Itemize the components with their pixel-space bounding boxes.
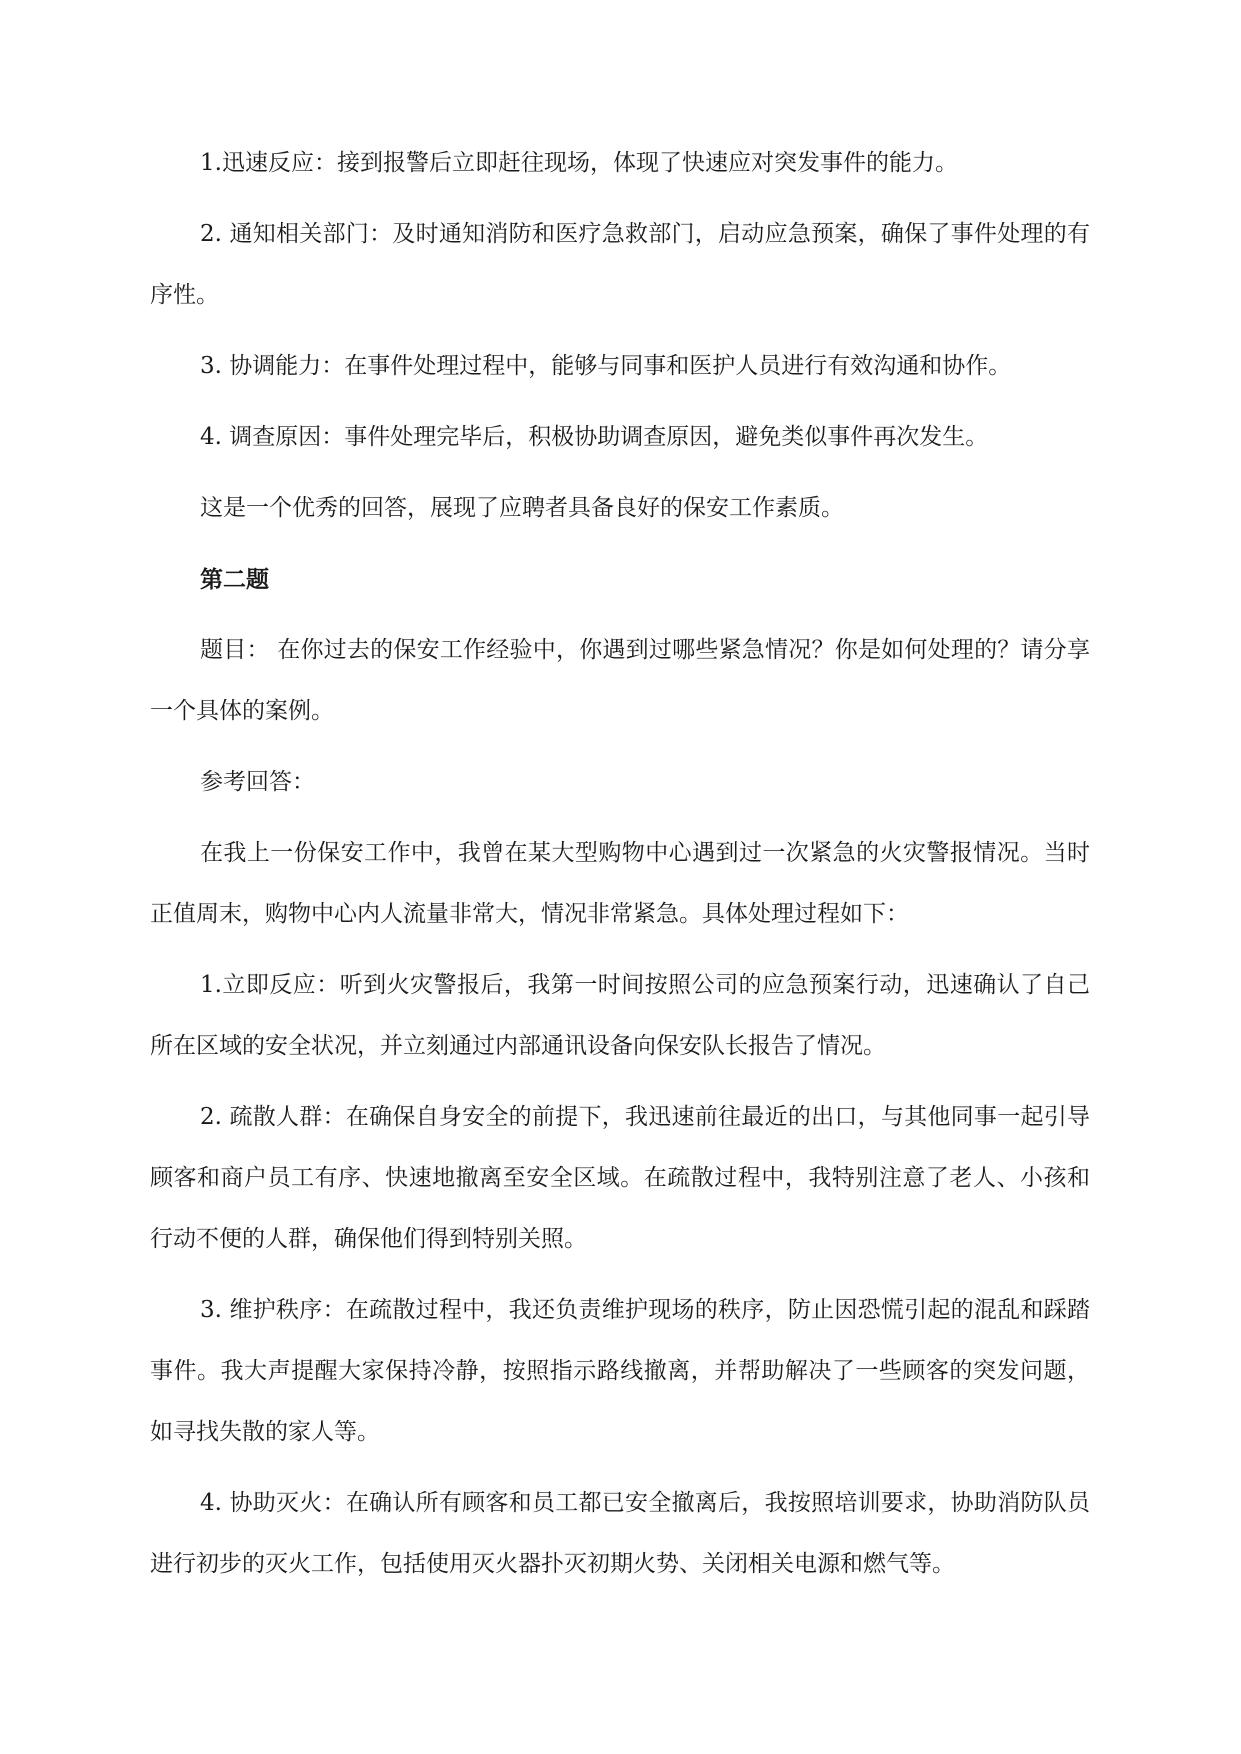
paragraph-question-prompt: 题目： 在你过去的保安工作经验中，你遇到过哪些紧急情况？你是如何处理的？请分享一个具体的案例。 xyxy=(150,637,1090,724)
paragraph-point-3-coordination: 3. 协调能力：在事件处理过程中，能够与同事和医护人员进行有效沟通和协作。 xyxy=(200,353,1012,379)
paragraph-answer-point-4: 4. 协助灭火：在确认所有顾客和员工都已安全撤离后，我按照培训要求，协助消防队员进行初步的灭火工作，包括使用灭火器扑灭初期火势、关闭相关电源和燃气等。 xyxy=(150,1490,1090,1577)
document-page xyxy=(150,133,1090,1595)
paragraph-answer-point-1: 1.立即反应：听到火灾警报后，我第一时间按照公司的应急预案行动，迅速确认了自己所在区域的安全状况，并立刻通过内部通讯设备向保安队长报告了情况。 xyxy=(150,972,1090,1059)
paragraph-answer-point-3: 3. 维护秩序：在疏散过程中，我还负责维护现场的秩序，防止因恐慌引起的混乱和踩踏事件。我大声提醒大家保持冷静，按照指示路线撤离，并帮助解决了一些顾客的突发问题，如寻找失散的家人等。 xyxy=(150,1297,1090,1445)
paragraph-summary: 这是一个优秀的回答，展现了应聘者具备良好的保安工作素质。 xyxy=(200,495,844,521)
paragraph-answer-point-2: 2. 疏散人群：在确保自身安全的前提下，我迅速前往最近的出口，与其他同事一起引导顾客和商户员工有序、快速地撤离至安全区域。在疏散过程中，我特别注意了老人、小孩和行动不便的人群，确保他们得到特别关照。 xyxy=(150,1104,1090,1252)
section-heading-question-2: 第二题 xyxy=(200,566,269,593)
paragraph-point-4-investigation: 4. 调查原因：事件处理完毕后，积极协助调查原因，避免类似事件再次发生。 xyxy=(200,424,989,450)
paragraph-point-2-notify-departments: 2. 通知相关部门：及时通知消防和医疗急救部门，启动应急预案，确保了事件处理的有序性。 xyxy=(150,221,1090,308)
paragraph-point-1-rapid-response: 1.迅速反应：接到报警后立即赶往现场，体现了快速应对突发事件的能力。 xyxy=(200,150,958,176)
paragraph-answer-intro: 在我上一份保安工作中，我曾在某大型购物中心遇到过一次紧急的火灾警报情况。当时正值周末，购物中心内人流量非常大，情况非常紧急。具体处理过程如下： xyxy=(150,840,1090,927)
paragraph-reference-answer-label: 参考回答： xyxy=(200,769,315,795)
